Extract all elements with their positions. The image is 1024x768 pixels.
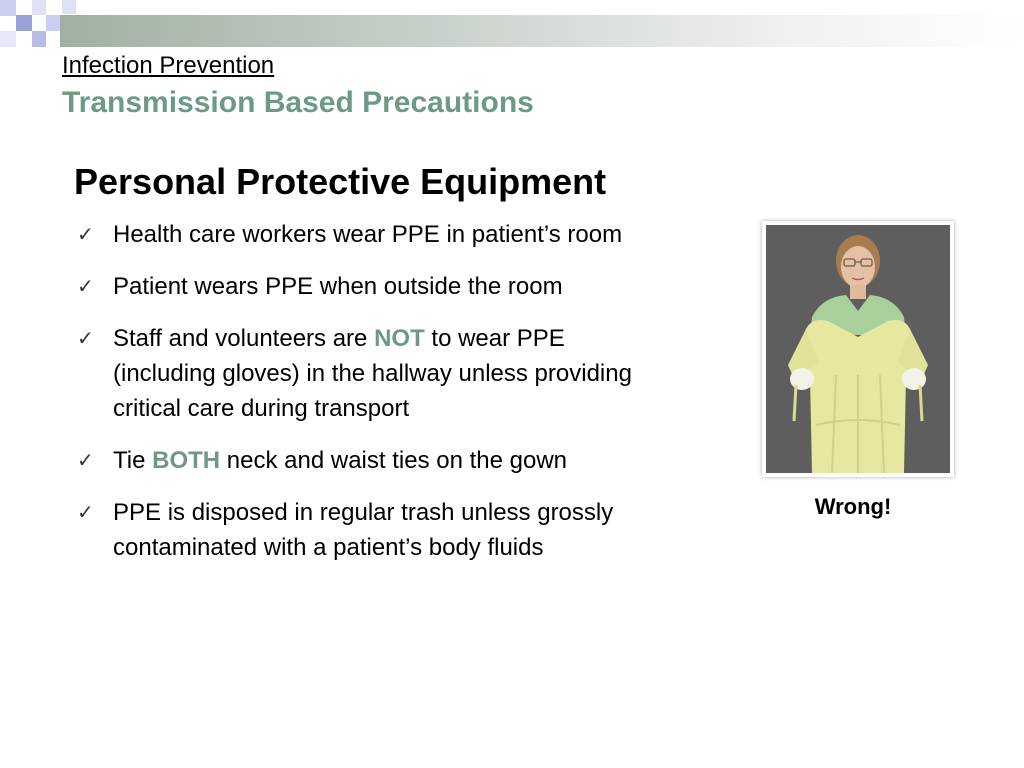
bullet-emphasis: NOT [374,325,425,352]
decor-square [0,31,16,47]
content-heading: Personal Protective Equipment [74,161,607,202]
slide-title: Transmission Based Precautions [62,86,534,119]
decor-square [32,0,46,15]
photo-caption: Wrong! [814,494,892,519]
bullet-item [74,217,674,252]
ppe-gown-photo [766,225,950,473]
photo-frame [762,221,954,477]
bullet-text: Patient wears PPE when outside the room [113,273,563,300]
bullet-text-before: Staff and volunteers are [113,325,375,352]
slide-kicker: Infection Prevention [62,52,275,79]
checkmark-icon: ✓ [77,500,94,524]
bullet-list [74,217,674,565]
bullet-item [74,495,674,565]
checkmark-icon: ✓ [77,448,94,472]
header-band [60,15,1024,47]
checkmark-icon: ✓ [77,222,94,246]
person-in-gown-illustration [766,225,950,473]
bullet-text-after: to wear PPE (including gloves) in the hallway unless providing critical care during transport [113,325,632,422]
bullet-item [74,443,674,478]
decor-square [0,0,16,16]
slide-content [74,162,674,582]
checkmark-icon: ✓ [77,326,94,350]
bullet-text: PPE is disposed in regular trash unless grossly contaminated with a patient’s body fluids [113,499,614,561]
bullet-item [74,321,674,426]
bullet-text-before: Tie [113,447,153,474]
bullet-emphasis: BOTH [152,447,221,474]
bullet-text: Health care workers wear PPE in patient’s room [113,221,623,248]
decor-square [32,31,46,47]
decor-square [62,0,76,14]
bullet-item [74,269,674,304]
decor-square [46,15,60,31]
decor-square [16,15,32,31]
bullet-text-after: neck and waist ties on the gown [220,447,567,474]
checkmark-icon: ✓ [77,274,94,298]
